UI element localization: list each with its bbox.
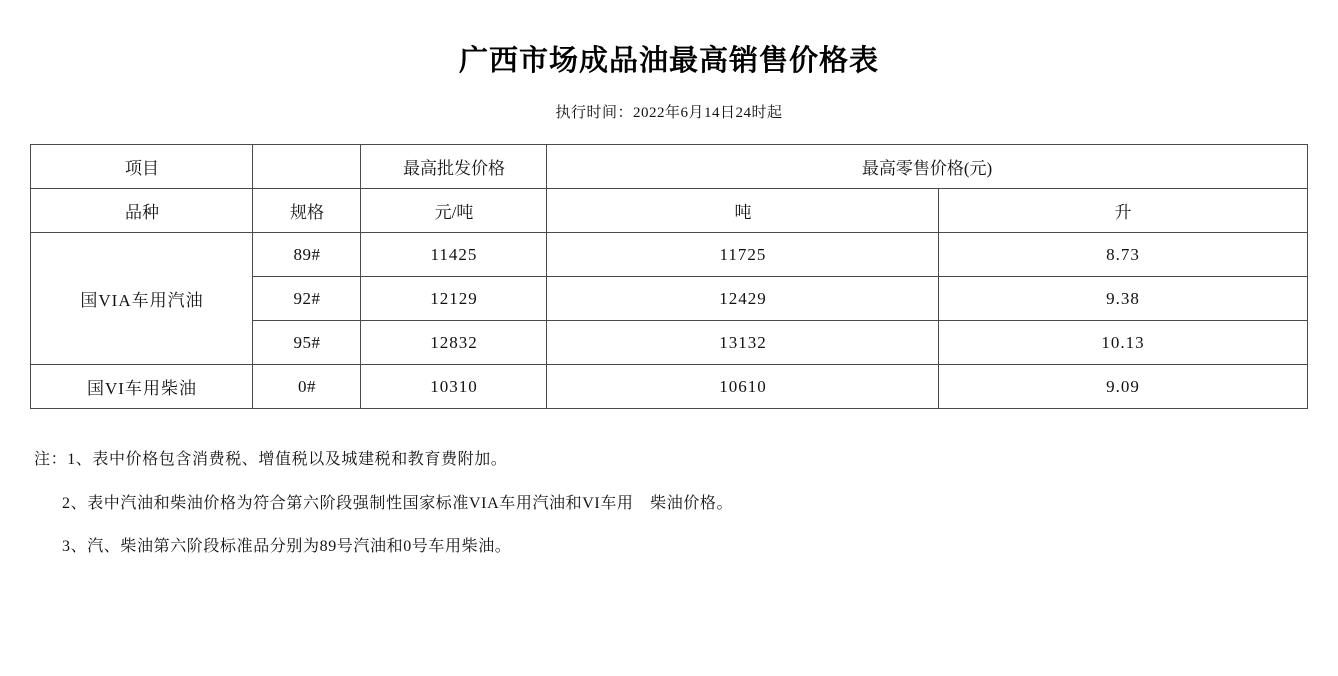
document-page bbox=[0, 38, 1338, 676]
table-row bbox=[31, 233, 1307, 277]
cell-wholesale: 10310 bbox=[361, 365, 547, 409]
header-spec: 规格 bbox=[253, 189, 361, 233]
cell-spec: 95# bbox=[253, 321, 361, 365]
table-header-row-1 bbox=[31, 145, 1307, 189]
cell-wholesale: 12832 bbox=[361, 321, 547, 365]
effective-time-subtitle: 执行时间：2022年6月14日24时起 bbox=[555, 105, 783, 121]
header-variety: 品种 bbox=[31, 189, 253, 233]
note-line-2: 2、表中汽油和柴油价格为符合第六阶段强制性国家标准VIA车用汽油和VI车用 柴油价格。 bbox=[62, 494, 734, 512]
header-item: 项目 bbox=[31, 145, 253, 189]
header-max-wholesale: 最高批发价格 bbox=[361, 145, 547, 189]
table-row bbox=[31, 365, 1307, 409]
cell-retail-ton: 10610 bbox=[547, 365, 939, 409]
cell-wholesale: 11425 bbox=[361, 233, 547, 277]
price-table bbox=[30, 144, 1307, 409]
cell-retail-ton: 13132 bbox=[547, 321, 939, 365]
note-line-3: 3、汽、柴油第六阶段标准品分别为89号汽油和0号车用柴油。 bbox=[62, 538, 512, 556]
cell-wholesale: 12129 bbox=[361, 277, 547, 321]
cell-spec: 92# bbox=[253, 277, 361, 321]
header-max-retail: 最高零售价格(元) bbox=[547, 145, 1307, 189]
cell-retail-ton: 12429 bbox=[547, 277, 939, 321]
note-line-1: 注：1、表中价格包含消费税、增值税以及城建税和教育费附加。 bbox=[34, 451, 508, 468]
header-yuan-per-ton: 元/吨 bbox=[361, 189, 547, 233]
group-name-gasoline: 国VIA车用汽油 bbox=[31, 233, 253, 365]
header-spacer bbox=[253, 145, 361, 189]
cell-retail-litre: 9.38 bbox=[939, 277, 1307, 321]
header-ton: 吨 bbox=[547, 189, 939, 233]
group-name-diesel: 国VI车用柴油 bbox=[31, 365, 253, 409]
page-title: 广西市场成品油最高销售价格表 bbox=[458, 45, 879, 77]
table-header-row-2 bbox=[31, 189, 1307, 233]
cell-retail-litre: 8.73 bbox=[939, 233, 1307, 277]
cell-retail-litre: 10.13 bbox=[939, 321, 1307, 365]
cell-spec: 0# bbox=[253, 365, 361, 409]
cell-retail-litre: 9.09 bbox=[939, 365, 1307, 409]
cell-spec: 89# bbox=[253, 233, 361, 277]
header-litre: 升 bbox=[939, 189, 1307, 233]
notes-section bbox=[0, 449, 1338, 558]
cell-retail-ton: 11725 bbox=[547, 233, 939, 277]
